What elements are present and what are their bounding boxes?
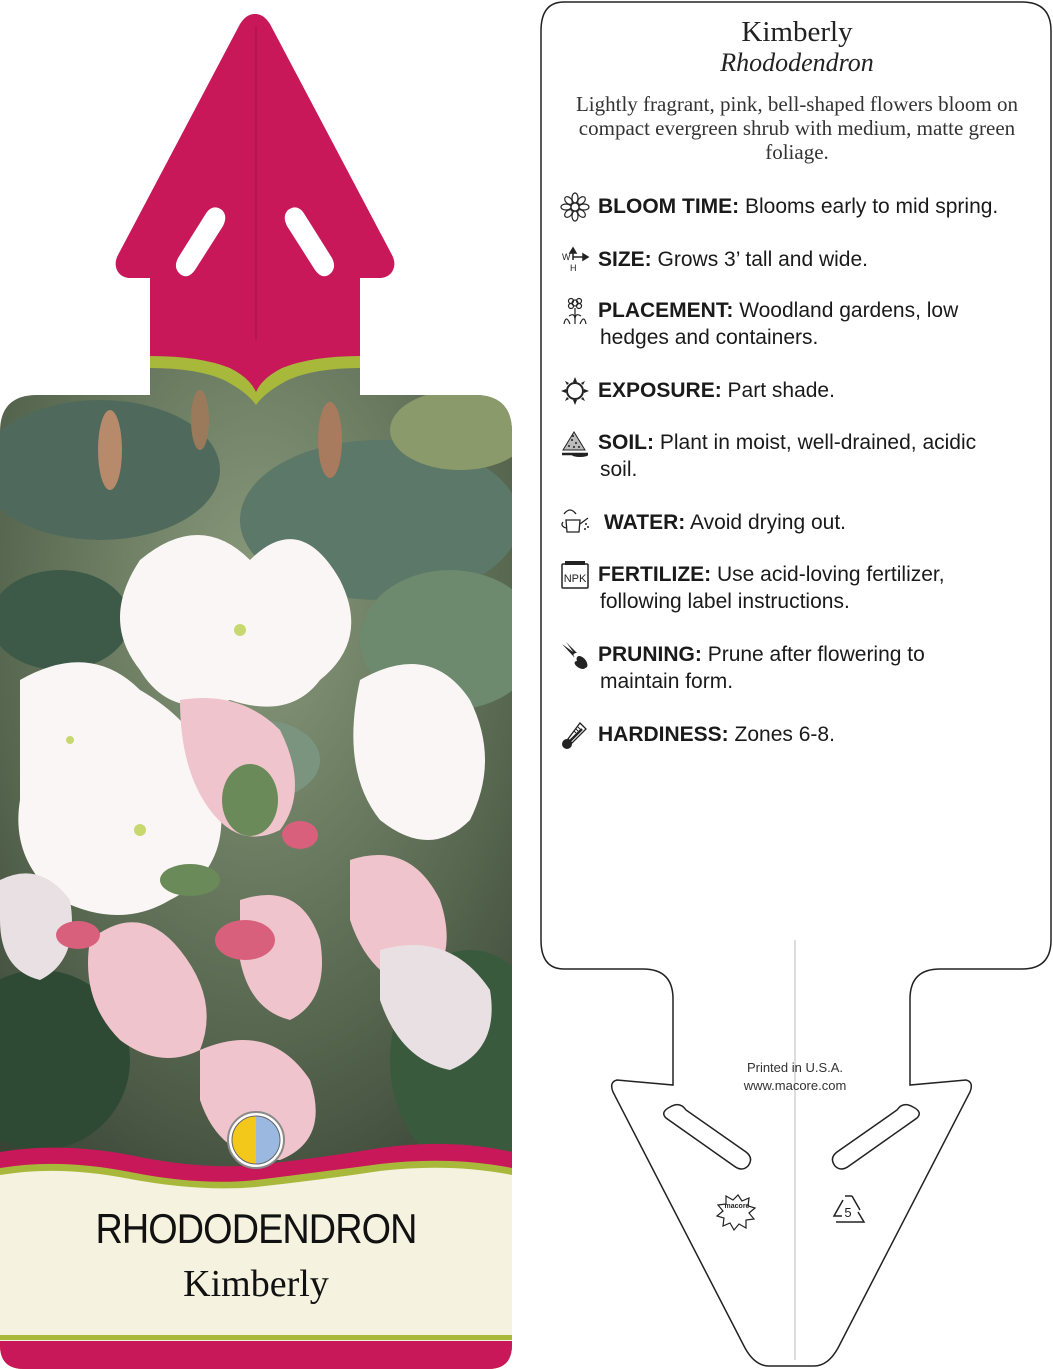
info-row-soil — [560, 428, 1030, 488]
soil-text: Plant in moist, well-drained, acidic — [659, 431, 977, 454]
info-row-water — [560, 508, 1030, 568]
soil-label: SOIL: — [598, 431, 654, 454]
flower-icon — [560, 192, 590, 222]
npk-icon — [560, 560, 590, 590]
printed-in: Printed in U.S.A. — [746, 1060, 844, 1075]
recycle-number: 5 — [844, 1205, 852, 1220]
size-text: Grows 3’ tall and wide. — [657, 248, 868, 271]
back-plant-name: Kimberly — [741, 16, 853, 48]
pruning-cont: maintain form. — [600, 670, 734, 693]
size-arrows-icon — [560, 245, 590, 275]
info-row-hardiness — [560, 720, 1030, 780]
part-shade-icon — [228, 1112, 284, 1168]
plant-genus: RHODODENDRON — [95, 1205, 417, 1252]
exposure-label: EXPOSURE: — [598, 379, 722, 402]
size-h: H — [570, 263, 577, 273]
hardiness-text: Zones 6-8. — [734, 723, 835, 746]
info-row-placement — [560, 296, 1030, 356]
info-row-fertilize — [560, 560, 1030, 620]
rhododendron-photo — [0, 340, 530, 1200]
info-row-bloom — [560, 192, 1030, 252]
hardiness-label: HARDINESS: — [598, 723, 729, 746]
soil-cont: soil. — [600, 458, 638, 481]
size-label: SIZE: — [598, 248, 652, 271]
size-w: W — [562, 252, 571, 262]
npk-text: NPK — [563, 573, 587, 585]
fertilize-text: Use acid-loving fertilizer, — [717, 563, 945, 586]
placement-text: Woodland gardens, low — [739, 299, 959, 322]
water-text: Avoid drying out. — [689, 511, 846, 534]
pruning-label: PRUNING: — [598, 643, 702, 666]
placement-icon — [560, 296, 590, 326]
pruners-icon — [560, 640, 590, 670]
placement-label: PLACEMENT: — [598, 299, 734, 322]
water-label: WATER: — [604, 511, 686, 534]
plant-description: Lightly fragrant, pink, bell-shaped flowers bloom on compact evergreen shrub with medium, matte green foliage. — [575, 92, 1019, 164]
watering-can-icon — [560, 508, 590, 538]
placement-cont: hedges and containers. — [600, 326, 819, 349]
website: www.macore.com — [743, 1078, 847, 1093]
tag-arrow-head — [116, 14, 395, 300]
info-row-exposure — [560, 376, 1030, 436]
back-plant-latin: Rhododendron — [720, 48, 874, 77]
bloom-text: Blooms early to mid spring. — [745, 195, 999, 218]
soil-icon — [560, 428, 590, 458]
info-row-pruning — [560, 640, 1030, 700]
exposure-text: Part shade. — [727, 379, 835, 402]
thermometer-icon — [560, 720, 590, 750]
plant-cultivar: Kimberly — [183, 1263, 329, 1305]
pruning-text: Prune after flowering to — [707, 643, 925, 666]
macore-logo-text: macore — [724, 1203, 750, 1210]
bloom-label: BLOOM TIME: — [598, 195, 740, 218]
fertilize-cont: following label instructions. — [600, 590, 850, 613]
sun-icon — [560, 376, 590, 406]
fertilize-label: FERTILIZE: — [598, 563, 712, 586]
